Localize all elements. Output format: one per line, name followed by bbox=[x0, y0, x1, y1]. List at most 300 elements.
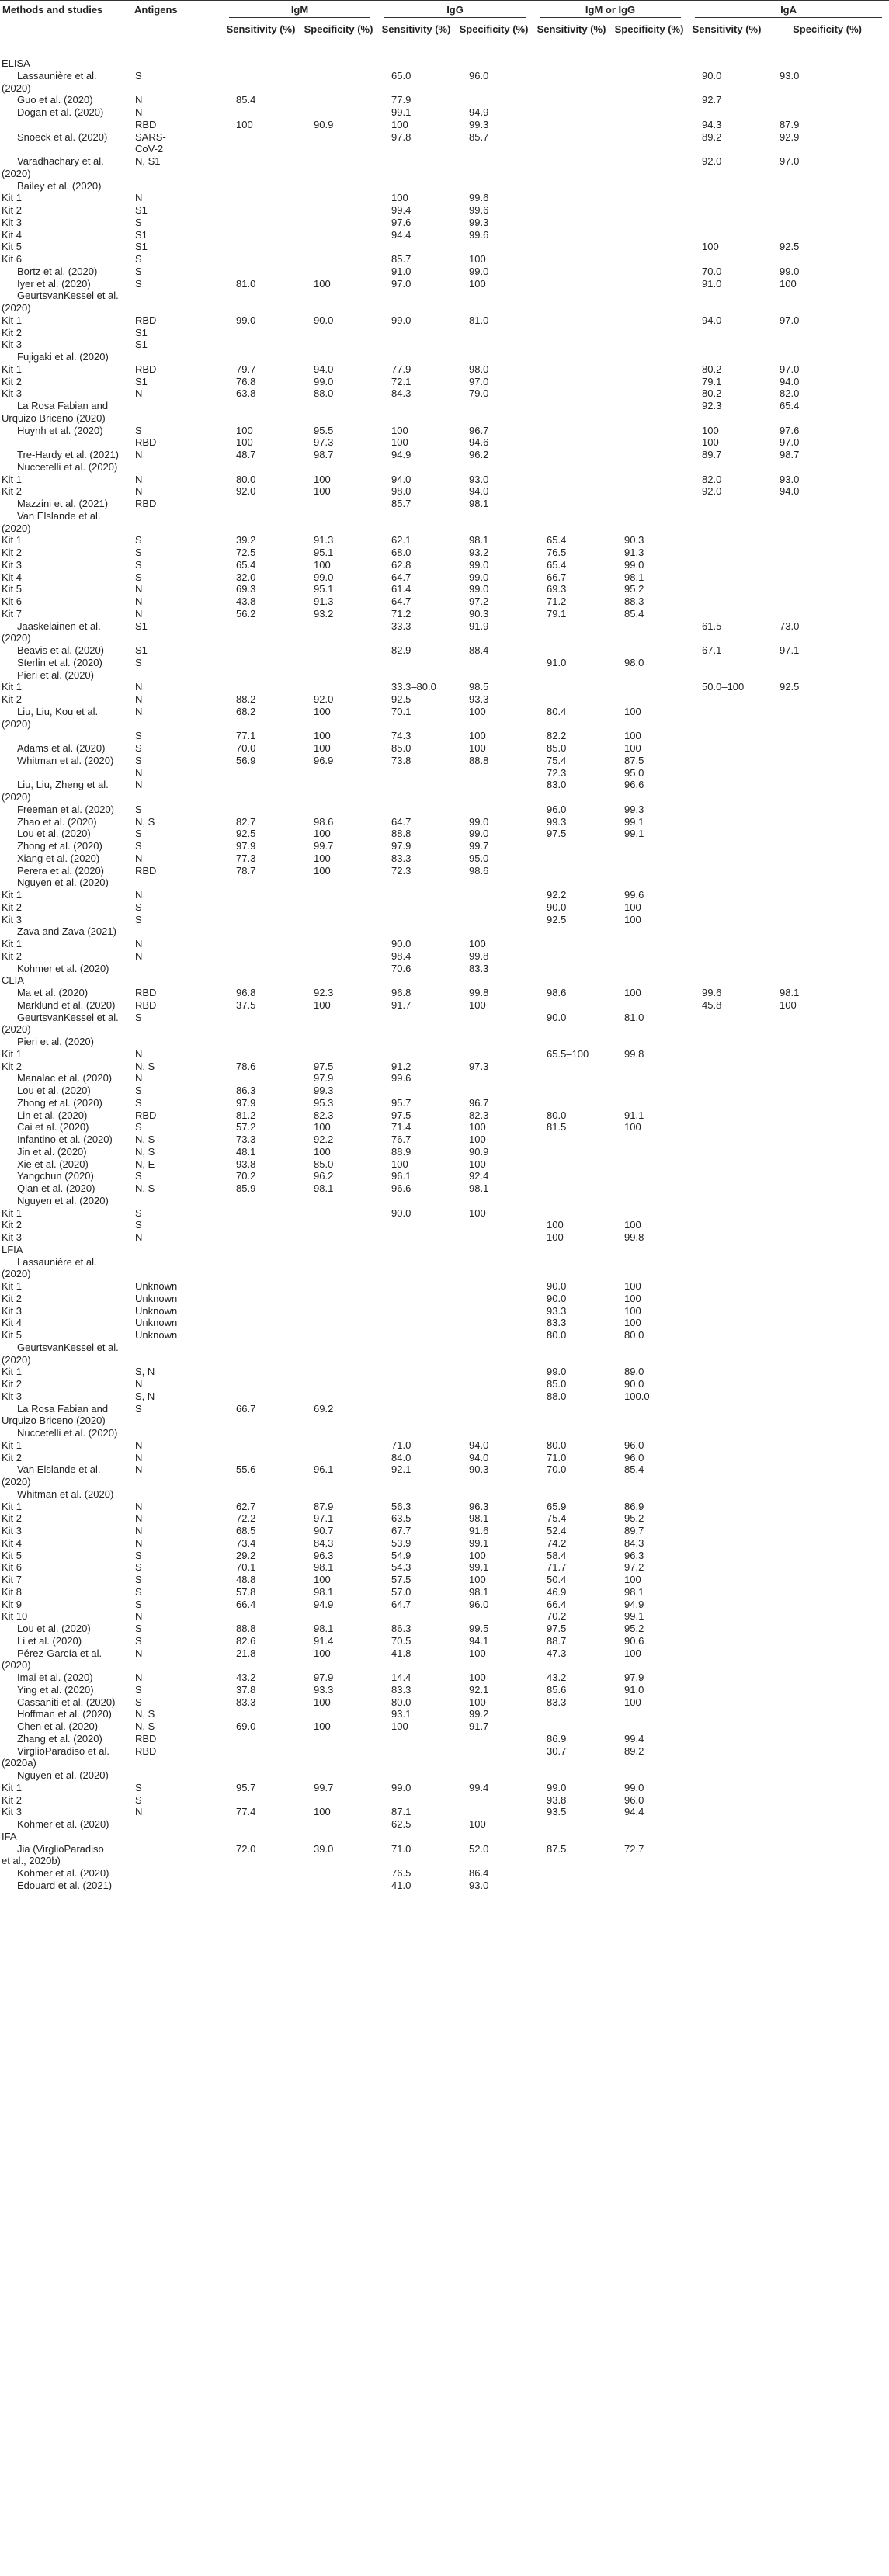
igg-sensitivity-cell: 100 bbox=[391, 436, 408, 449]
igg-sensitivity-cell: 99.0 bbox=[391, 1781, 412, 1793]
iga-sensitivity-cell bbox=[688, 1831, 766, 1843]
antigen-cell bbox=[132, 1769, 222, 1782]
iga-specificity-cell bbox=[766, 498, 889, 510]
igm-sensitivity-cell: 21.8 bbox=[236, 1647, 256, 1659]
igm-or-igg-specificity-cell: 95.2 bbox=[624, 583, 644, 595]
igg-sensitivity-cell: 90.0 bbox=[391, 938, 412, 950]
table-row bbox=[0, 229, 889, 241]
igg-sensitivity-cell bbox=[377, 1244, 455, 1256]
study-label: Fujigaki et al. (2020) bbox=[17, 351, 109, 363]
igm-specificity-cell bbox=[300, 1023, 377, 1036]
igm-or-igg-sensitivity-cell bbox=[533, 351, 610, 363]
igm-specificity-cell bbox=[300, 1708, 377, 1720]
antigen-cell: N, S bbox=[135, 1720, 155, 1732]
igm-or-igg-specificity-cell: 95.0 bbox=[624, 766, 644, 779]
iga-sensitivity-cell bbox=[688, 1843, 766, 1856]
iga-specificity-cell bbox=[766, 1537, 889, 1550]
iga-sensitivity-cell bbox=[688, 632, 766, 644]
igm-sensitivity-cell bbox=[222, 767, 300, 779]
table-row bbox=[0, 1048, 889, 1061]
iga-sensitivity-cell: 67.1 bbox=[702, 644, 722, 656]
igm-sensitivity-cell: 57.8 bbox=[236, 1585, 256, 1598]
igm-or-igg-sensitivity-cell bbox=[533, 1769, 610, 1782]
igg-sensitivity-cell bbox=[377, 791, 455, 804]
antigen-cell: N bbox=[135, 106, 143, 118]
table-row bbox=[0, 816, 889, 828]
table-row bbox=[0, 1782, 889, 1794]
igm-or-igg-specificity-cell bbox=[610, 1488, 688, 1501]
table-row bbox=[0, 131, 889, 144]
igm-specificity-cell: 93.2 bbox=[314, 607, 334, 620]
iga-sensitivity-cell bbox=[688, 840, 766, 852]
iga-sensitivity-cell bbox=[688, 1293, 766, 1305]
igg-specificity-cell bbox=[455, 1806, 533, 1818]
iga-specificity-cell bbox=[766, 1769, 889, 1782]
igg-specificity-cell bbox=[455, 791, 533, 804]
igm-or-igg-sensitivity-cell bbox=[533, 217, 610, 229]
igm-sensitivity-cell: 65.4 bbox=[236, 558, 256, 571]
antigen-cell: CoV-2 bbox=[135, 143, 164, 155]
igg-specificity-cell bbox=[455, 1488, 533, 1501]
antigen-cell bbox=[132, 1036, 222, 1048]
igg-sensitivity-cell: 63.5 bbox=[391, 1512, 412, 1525]
igg-sensitivity-cell bbox=[377, 657, 455, 669]
table-row bbox=[0, 1537, 889, 1550]
igm-specificity-cell bbox=[300, 1305, 377, 1318]
iga-sensitivity-cell bbox=[688, 1427, 766, 1439]
study-label: La Rosa Fabian and bbox=[17, 400, 109, 411]
igm-sensitivity-cell bbox=[222, 204, 300, 217]
igm-sensitivity-cell bbox=[222, 669, 300, 682]
study-label bbox=[0, 730, 132, 742]
iga-specificity-cell bbox=[766, 865, 889, 877]
igm-sensitivity-cell: 97.9 bbox=[236, 840, 256, 852]
igm-sensitivity-cell bbox=[222, 1072, 300, 1085]
igm-sensitivity-cell: 100 bbox=[236, 424, 253, 436]
igg-sensitivity-cell bbox=[377, 1231, 455, 1244]
table-row bbox=[0, 1501, 889, 1513]
igg-sensitivity-header: Sensitivity (%) bbox=[377, 21, 455, 57]
igg-specificity-cell bbox=[455, 1476, 533, 1488]
table-row bbox=[0, 644, 889, 657]
igm-specificity-cell bbox=[300, 1342, 377, 1354]
igm-or-igg-specificity-cell bbox=[610, 461, 688, 474]
iga-specificity-cell bbox=[766, 1390, 889, 1403]
igm-or-igg-sensitivity-cell bbox=[533, 1256, 610, 1269]
igm-or-igg-sensitivity-cell: 69.3 bbox=[547, 583, 567, 595]
iga-specificity-cell bbox=[766, 571, 889, 584]
igm-specificity-cell: 82.3 bbox=[314, 1109, 334, 1121]
antigen-cell: N, S1 bbox=[135, 155, 161, 167]
study-label: Whitman et al. (2020) bbox=[17, 754, 114, 766]
iga-specificity-cell bbox=[766, 1647, 889, 1660]
igm-sensitivity-cell bbox=[222, 1305, 300, 1318]
igg-sensitivity-cell bbox=[377, 522, 455, 535]
antigen-cell: S1 bbox=[135, 644, 148, 656]
iga-specificity-cell bbox=[766, 1378, 889, 1390]
iga-specificity-cell bbox=[766, 1794, 889, 1807]
iga-sensitivity-cell bbox=[688, 779, 766, 791]
iga-specificity-cell bbox=[766, 1048, 889, 1061]
antigen-cell: RBD bbox=[135, 314, 157, 326]
table-row bbox=[0, 1599, 889, 1611]
study-label: Nuccetelli et al. (2020) bbox=[17, 1427, 118, 1439]
igg-sensitivity-cell: 62.5 bbox=[391, 1818, 412, 1830]
antigen-cell bbox=[132, 302, 222, 314]
igg-sensitivity-cell: 95.7 bbox=[391, 1096, 412, 1109]
kit-label: Kit 2 bbox=[2, 1219, 23, 1231]
igg-specificity-cell bbox=[455, 669, 533, 682]
antigen-cell: S bbox=[135, 1598, 142, 1610]
igg-sensitivity-cell bbox=[377, 338, 455, 351]
kit-label: Kit 1 bbox=[2, 1439, 23, 1451]
table-row bbox=[0, 1806, 889, 1818]
igm-or-igg-sensitivity-cell: 92.5 bbox=[547, 913, 567, 925]
igm-or-igg-specificity-cell: 95.2 bbox=[624, 1512, 644, 1525]
iga-specificity-cell: 97.0 bbox=[780, 436, 800, 449]
igm-specificity-cell bbox=[300, 1354, 377, 1366]
igm-sensitivity-cell bbox=[222, 1659, 300, 1672]
igm-sensitivity-cell: 99.0 bbox=[236, 314, 256, 326]
study-label: (2020a) bbox=[2, 1757, 36, 1769]
igm-or-igg-sensitivity-cell: 88.0 bbox=[547, 1390, 567, 1402]
igg-sensitivity-cell bbox=[377, 57, 455, 70]
igm-or-igg-specificity-cell: 96.0 bbox=[624, 1451, 644, 1463]
igg-specificity-cell: 99.3 bbox=[469, 118, 489, 130]
igm-specificity-cell: 100 bbox=[314, 1121, 331, 1134]
igm-sensitivity-cell bbox=[222, 82, 300, 95]
igg-specificity-cell: 99.8 bbox=[469, 987, 489, 998]
iga-sensitivity-cell: 70.0 bbox=[702, 265, 722, 277]
igm-or-igg-specificity-cell bbox=[610, 1476, 688, 1488]
table-row bbox=[0, 1733, 889, 1745]
igm-or-igg-specificity-cell bbox=[610, 485, 688, 498]
iga-sensitivity-cell bbox=[688, 1782, 766, 1794]
igm-or-igg-specificity-cell bbox=[610, 669, 688, 682]
table-row bbox=[0, 840, 889, 852]
iga-sensitivity-cell: 90.0 bbox=[702, 69, 722, 82]
iga-specificity-cell bbox=[766, 547, 889, 559]
igg-specificity-cell: 92.4 bbox=[469, 1170, 489, 1182]
igm-specificity-cell: 91.3 bbox=[314, 534, 334, 547]
antigen-cell bbox=[132, 82, 222, 95]
igm-or-igg-sensitivity-cell: 81.5 bbox=[547, 1121, 567, 1134]
kit-label: Kit 2 bbox=[2, 1512, 23, 1525]
igm-or-igg-specificity-cell: 85.4 bbox=[624, 1463, 644, 1476]
iga-specificity-cell bbox=[766, 632, 889, 644]
igg-specificity-cell bbox=[455, 779, 533, 791]
igm-specificity-cell: 100 bbox=[314, 828, 331, 840]
igm-or-igg-sensitivity-cell: 80.0 bbox=[547, 1329, 567, 1341]
igm-specificity-cell bbox=[300, 644, 377, 657]
antigen-cell: N bbox=[135, 1378, 143, 1390]
igm-or-igg-specificity-cell: 99.1 bbox=[624, 1610, 644, 1623]
table-row bbox=[0, 253, 889, 266]
igm-sensitivity-cell bbox=[222, 522, 300, 535]
igm-sensitivity-cell: 73.3 bbox=[236, 1134, 256, 1145]
igm-or-igg-sensitivity-cell bbox=[533, 852, 610, 865]
igm-or-igg-sensitivity-cell: 75.4 bbox=[547, 754, 567, 766]
table-row bbox=[0, 1072, 889, 1085]
igm-or-igg-specificity-cell: 90.0 bbox=[624, 1378, 644, 1390]
antigen-cell bbox=[132, 1831, 222, 1843]
iga-sensitivity-cell bbox=[688, 1121, 766, 1134]
igg-specificity-cell: 99.7 bbox=[469, 840, 489, 852]
study-label: Kohmer et al. (2020) bbox=[17, 962, 109, 974]
iga-sensitivity-cell bbox=[688, 1231, 766, 1244]
iga-sensitivity-cell bbox=[688, 571, 766, 584]
igm-or-igg-sensitivity-cell bbox=[533, 1403, 610, 1415]
igm-or-igg-specificity-cell bbox=[610, 1195, 688, 1207]
iga-specificity-cell bbox=[766, 1256, 889, 1269]
table-row bbox=[0, 351, 889, 363]
igg-specificity-header: Specificity (%) bbox=[455, 21, 533, 57]
iga-sensitivity-cell bbox=[688, 1733, 766, 1745]
igm-or-igg-specificity-cell bbox=[610, 718, 688, 731]
igm-or-igg-sensitivity-cell: 82.2 bbox=[547, 730, 567, 742]
iga-specificity-cell bbox=[766, 950, 889, 963]
study-label: Huynh et al. (2020) bbox=[17, 424, 103, 436]
igm-specificity-cell: 99.7 bbox=[314, 1781, 334, 1793]
igm-sensitivity-cell bbox=[222, 1488, 300, 1501]
table-row bbox=[0, 950, 889, 963]
igm-sensitivity-cell bbox=[222, 1195, 300, 1207]
igm-or-igg-sensitivity-cell: 74.2 bbox=[547, 1536, 567, 1549]
study-label: Adams et al. (2020) bbox=[17, 742, 106, 754]
igg-specificity-cell: 82.3 bbox=[469, 1109, 489, 1121]
igg-sensitivity-cell bbox=[377, 1354, 455, 1366]
igg-sensitivity-cell bbox=[377, 1219, 455, 1231]
antigen-cell: Unknown bbox=[135, 1292, 178, 1304]
table-row bbox=[0, 1182, 889, 1195]
igm-or-igg-specificity-cell: 100 bbox=[624, 901, 641, 913]
iga-sensitivity-cell bbox=[688, 657, 766, 669]
iga-sensitivity-cell bbox=[688, 816, 766, 828]
study-label: VirglioParadiso et al. bbox=[17, 1745, 109, 1757]
igm-or-igg-sensitivity-cell bbox=[533, 925, 610, 938]
igm-sensitivity-cell: 79.7 bbox=[236, 363, 256, 375]
igm-or-igg-sensitivity-cell: 100 bbox=[547, 1219, 564, 1231]
study-label: Zava and Zava (2021) bbox=[17, 925, 116, 938]
study-label: Bailey et al. (2020) bbox=[17, 179, 102, 192]
igm-or-igg-sensitivity-cell: 99.3 bbox=[547, 815, 567, 828]
igm-or-igg-specificity-cell: 91.1 bbox=[624, 1109, 644, 1121]
igm-or-igg-sensitivity-cell bbox=[533, 1195, 610, 1207]
antigen-cell: N bbox=[135, 766, 143, 779]
study-label bbox=[0, 436, 132, 449]
igg-specificity-cell: 98.1 bbox=[469, 498, 489, 509]
igm-or-igg-sensitivity-cell bbox=[533, 974, 610, 987]
table-row bbox=[0, 168, 889, 180]
antigen-cell: N bbox=[135, 1672, 143, 1683]
igg-sensitivity-cell bbox=[377, 669, 455, 682]
igm-or-igg-sensitivity-cell bbox=[533, 1170, 610, 1182]
igg-specificity-cell: 52.0 bbox=[469, 1842, 489, 1855]
antigen-cell: N bbox=[135, 1439, 143, 1451]
igg-sensitivity-cell bbox=[377, 1268, 455, 1280]
iga-specificity-cell bbox=[766, 669, 889, 682]
iga-sensitivity-cell bbox=[688, 559, 766, 571]
table-row bbox=[0, 1708, 889, 1720]
table-row bbox=[0, 180, 889, 193]
table-row bbox=[0, 1329, 889, 1342]
iga-sensitivity-cell bbox=[688, 1207, 766, 1220]
igg-sensitivity-cell bbox=[377, 1329, 455, 1342]
iga-sensitivity-cell bbox=[688, 706, 766, 718]
igm-or-igg-specificity-cell bbox=[610, 498, 688, 510]
iga-specificity-cell: 100 bbox=[780, 277, 797, 290]
igm-or-igg-sensitivity-cell bbox=[533, 425, 610, 437]
igm-or-igg-specificity-cell: 100 bbox=[624, 1304, 641, 1317]
igm-sensitivity-cell bbox=[222, 620, 300, 633]
antigen-cell bbox=[132, 290, 222, 302]
igg-sensitivity-cell: 74.3 bbox=[391, 730, 412, 742]
igm-or-igg-sensitivity-cell: 65.4 bbox=[547, 558, 567, 571]
igm-or-igg-specificity-cell bbox=[610, 131, 688, 144]
section-row bbox=[0, 1244, 889, 1256]
igg-sensitivity-cell bbox=[377, 82, 455, 95]
igg-sensitivity-cell bbox=[377, 1378, 455, 1390]
antigen-cell: S bbox=[135, 1696, 142, 1708]
igm-specificity-cell bbox=[300, 938, 377, 950]
igg-sensitivity-cell: 64.7 bbox=[391, 595, 412, 607]
igm-or-igg-sensitivity-cell bbox=[533, 253, 610, 266]
table-row bbox=[0, 791, 889, 804]
antigen-cell bbox=[132, 168, 222, 180]
igm-sensitivity-cell bbox=[222, 1378, 300, 1390]
igm-specificity-cell bbox=[300, 1293, 377, 1305]
igm-or-igg-sensitivity-cell bbox=[533, 669, 610, 682]
table-row bbox=[0, 1170, 889, 1182]
antigen-cell: N bbox=[135, 1806, 143, 1818]
igg-specificity-cell: 99.1 bbox=[469, 1561, 489, 1574]
igm-or-igg-sensitivity-cell: 58.4 bbox=[547, 1549, 567, 1561]
igg-specificity-cell bbox=[455, 632, 533, 644]
igg-sensitivity-cell bbox=[377, 1293, 455, 1305]
igg-specificity-cell bbox=[455, 1293, 533, 1305]
igm-or-igg-sensitivity-cell: 90.0 bbox=[547, 1011, 567, 1023]
igg-specificity-cell: 99.6 bbox=[469, 204, 489, 216]
table-row bbox=[0, 449, 889, 461]
table-row bbox=[0, 266, 889, 278]
igm-sensitivity-cell: 72.5 bbox=[236, 547, 256, 558]
table-row bbox=[0, 1109, 889, 1122]
igm-sensitivity-cell bbox=[222, 461, 300, 474]
igm-sensitivity-cell bbox=[222, 510, 300, 522]
igg-specificity-cell: 98.0 bbox=[469, 363, 489, 375]
igg-specificity-cell: 99.8 bbox=[469, 950, 489, 962]
iga-sensitivity-cell: 94.3 bbox=[702, 118, 722, 130]
igm-sensitivity-cell bbox=[222, 1280, 300, 1293]
igm-specificity-cell bbox=[300, 804, 377, 816]
igm-specificity-cell bbox=[300, 1366, 377, 1378]
table-row bbox=[0, 1659, 889, 1672]
igg-sensitivity-cell: 84.3 bbox=[391, 387, 412, 400]
igm-sensitivity-cell: 83.3 bbox=[236, 1696, 256, 1708]
antigen-cell: S bbox=[135, 1096, 142, 1109]
antigen-cell: S bbox=[135, 1549, 142, 1561]
method-label: IFA bbox=[2, 1830, 17, 1842]
table-row bbox=[0, 485, 889, 498]
table-row bbox=[0, 1550, 889, 1562]
igg-specificity-cell: 100 bbox=[469, 730, 486, 742]
antigen-cell: S bbox=[135, 558, 142, 571]
iga-sensitivity-cell bbox=[688, 718, 766, 731]
table-row bbox=[0, 963, 889, 975]
kit-label: Kit 2 bbox=[2, 1060, 23, 1072]
study-label: (2020) bbox=[2, 522, 31, 534]
antigen-cell: S bbox=[135, 1402, 142, 1415]
igm-specificity-cell bbox=[300, 950, 377, 963]
igm-sensitivity-cell: 100 bbox=[236, 436, 253, 449]
table-row bbox=[0, 534, 889, 547]
igm-sensitivity-cell bbox=[222, 1207, 300, 1220]
antigen-cell: N bbox=[135, 950, 143, 962]
iga-sensitivity-cell bbox=[688, 1501, 766, 1513]
table-row bbox=[0, 217, 889, 229]
antigen-cell bbox=[132, 412, 222, 425]
study-label: Ying et al. (2020) bbox=[17, 1683, 94, 1696]
igg-specificity-cell bbox=[455, 351, 533, 363]
igg-specificity-cell: 90.3 bbox=[469, 607, 489, 620]
antigen-cell bbox=[132, 1843, 222, 1856]
igm-sensitivity-cell: 88.8 bbox=[236, 1623, 256, 1634]
table-row bbox=[0, 363, 889, 376]
igg-sensitivity-cell: 62.8 bbox=[391, 558, 412, 571]
igm-or-igg-specificity-cell bbox=[610, 168, 688, 180]
antigen-cell: S1 bbox=[135, 241, 148, 253]
igm-sensitivity-cell: 78.7 bbox=[236, 864, 256, 877]
table-row bbox=[0, 1280, 889, 1293]
iga-specificity-cell bbox=[766, 901, 889, 914]
igm-specificity-cell bbox=[300, 1476, 377, 1488]
igg-specificity-cell bbox=[455, 1366, 533, 1378]
igm-or-igg-sensitivity-cell: 43.2 bbox=[547, 1672, 567, 1683]
antigen-cell: S bbox=[135, 424, 142, 436]
igm-specificity-cell: 95.1 bbox=[314, 583, 334, 595]
table-row bbox=[0, 1488, 889, 1501]
igm-or-igg-sensitivity-cell bbox=[533, 131, 610, 144]
igm-or-igg-sensitivity-cell: 83.0 bbox=[547, 779, 567, 791]
table-row bbox=[0, 889, 889, 901]
igg-sensitivity-cell bbox=[377, 1342, 455, 1354]
igm-or-igg-specificity-cell bbox=[610, 693, 688, 706]
igm-or-igg-specificity-cell bbox=[610, 327, 688, 339]
study-label: Ma et al. (2020) bbox=[17, 987, 89, 998]
igg-specificity-cell: 99.0 bbox=[469, 583, 489, 595]
igm-or-igg-sensitivity-cell bbox=[533, 290, 610, 302]
igg-sensitivity-cell: 41.0 bbox=[391, 1879, 412, 1891]
igm-sensitivity-cell bbox=[222, 1415, 300, 1427]
igg-specificity-cell bbox=[455, 1378, 533, 1390]
igg-sensitivity-cell: 100 bbox=[391, 118, 408, 130]
igg-sensitivity-cell: 96.8 bbox=[391, 987, 412, 998]
iga-specificity-cell: 97.0 bbox=[780, 155, 800, 167]
igg-sensitivity-cell: 98.0 bbox=[391, 485, 412, 498]
igg-specificity-cell: 97.2 bbox=[469, 595, 489, 607]
iga-specificity-cell: 92.9 bbox=[780, 130, 800, 143]
table-row bbox=[0, 1439, 889, 1452]
igm-or-igg-sensitivity-cell: 66.7 bbox=[547, 571, 567, 583]
iga-specificity-cell bbox=[766, 804, 889, 816]
kit-label: Kit 3 bbox=[2, 387, 23, 400]
igm-or-igg-specificity-cell bbox=[610, 1757, 688, 1769]
table-row bbox=[0, 1427, 889, 1439]
iga-sensitivity-cell bbox=[688, 1818, 766, 1831]
iga-specificity-cell bbox=[766, 1354, 889, 1366]
igm-sensitivity-cell: 68.5 bbox=[236, 1525, 256, 1536]
table-body bbox=[0, 57, 889, 1892]
